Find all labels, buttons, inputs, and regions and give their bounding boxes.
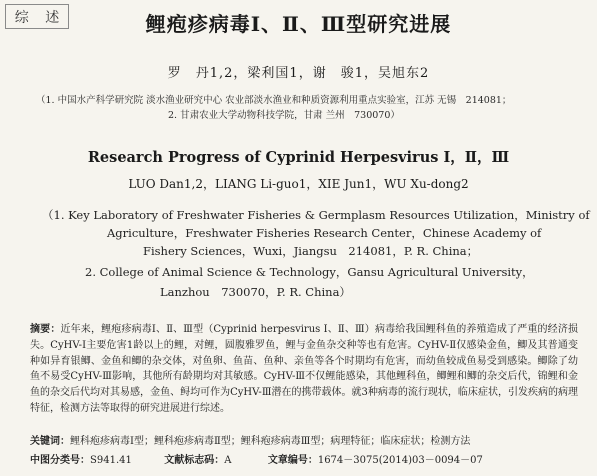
abstract [30,322,578,417]
keywords-label: 关键词： [30,436,70,447]
affiliation-cn-1: （1. 中国水产科学研究院 淡水渔业研究中心 农业部淡水渔业和种质资源利用重点实验室，江苏 无锡 214081； [36,95,512,106]
keywords-text: 鲤科疱疹病毒Ⅰ型；鲤科疱疹病毒Ⅱ型；鲤科疱疹病毒Ⅲ型；病理特征；临床症状；检测方法 [70,436,471,447]
affiliation-en-5: Lanzhou 730070，P. R. China） [160,285,351,299]
keywords [30,432,470,447]
abstract-label: 摘要： [30,324,61,335]
affiliation-en-4: 2. College of Animal Science & Technology，Gansu Agricultural University， [85,265,534,279]
abstract-text: 近年来，鲤疱疹病毒Ⅰ、Ⅱ、Ⅲ型（Cyprinid herpesvirus Ⅰ、Ⅱ、Ⅲ）病毒给我国鲤科鱼的养殖造成了严重的经济损失。CyHV-Ⅰ主要危害1龄以上的鲤，对鲤，圆腹雅罗鱼，鲤与金鱼杂交种等也有危害。CyHV-Ⅱ仅感染金鱼，鲫及其普通变种如异育银鲫、金鱼和鲫的杂交体，对鱼卵、鱼苗、鱼种、亲鱼等各个时期均有危害，而幼鱼较成鱼易受到感染。鲫除了幼鱼不易受CyHV-Ⅲ影响，其他所有龄期均对其敏感。CyHV-Ⅲ不仅鲤能感染，其他鲤科鱼，鲫鲤和鲫的杂交后代，锦鲤和金鱼的杂交后代均对其易感，金鱼、鲟均可作为CyHV-Ⅲ潜在的携带载体。就3种病毒的流行现状，临床症状，引发疾病的病理特征，检测方法等取得的研究进展进行综述。 [30,324,578,414]
article-no-label: 文章编号： [267,455,318,466]
classification-line [30,451,578,466]
title-english: Research Progress of Cyprinid Herpesvirus Ⅰ，Ⅱ，Ⅲ [87,149,510,166]
title-chinese: 鲤疱疹病毒Ⅰ、Ⅱ、Ⅲ型研究进展 [145,12,452,36]
authors-chinese: 罗 丹1,2，梁利国1，谢 骏1，吴旭东2 [167,66,430,81]
affiliation-cn-2: 2. 甘肃农业大学动物科技学院，甘肃 兰州 730070） [168,110,400,121]
section-tag: 综 述 [5,4,69,29]
doc-code-value: A [224,455,232,466]
clc-label: 中图分类号： [30,455,90,466]
affiliation-en-2: Agriculture，Freshwater Fisheries Research Center，Chinese Academy of [107,226,542,240]
clc-value: S941.41 [90,455,132,466]
doc-code-label: 文献标志码： [164,455,225,466]
affiliation-en-1: （1. Key Laboratory of Freshwater Fisheries & Germplasm Resources Utilization，Ministry of [42,208,590,222]
authors-english: LUO Dan1,2，LIANG Li-guo1，XIE Jun1，WU Xu-dong2 [128,177,469,191]
article-no-value: 1674－3075(2014)03－0094－07 [317,455,483,466]
affiliation-en-3: Fishery Sciences，Wuxi，Jiangsu 214081，P. R. China； [143,244,479,258]
